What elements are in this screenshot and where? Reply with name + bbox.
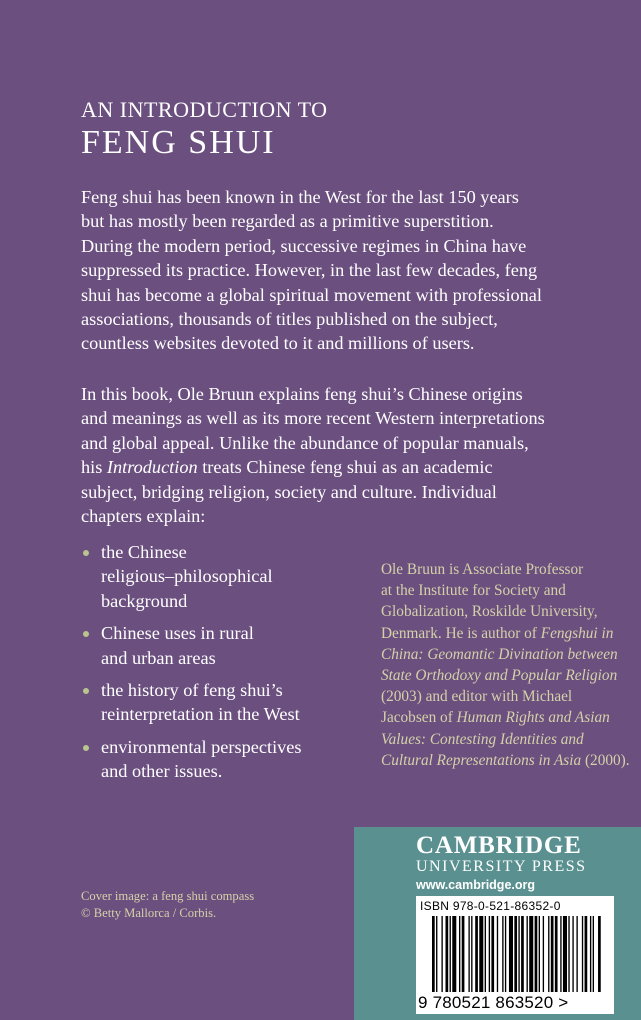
list-item xyxy=(81,735,331,784)
text-line: Ole Bruun is Associate Professor xyxy=(381,561,584,578)
publisher-subtitle: UNIVERSITY PRESS xyxy=(416,858,587,875)
list-item xyxy=(81,540,331,613)
text-run: treats Chinese feng shui as an academic xyxy=(197,457,493,478)
text-line: background xyxy=(101,590,188,611)
text-line: associations, thousands of titles published on the subject, xyxy=(81,309,498,330)
text-line xyxy=(381,644,631,665)
text-line xyxy=(81,455,601,479)
italic-title: China: Geomantic Divination between xyxy=(381,645,618,663)
publisher-url[interactable]: www.cambridge.org xyxy=(416,878,536,892)
cover-credit xyxy=(81,888,254,922)
text-line: and other issues. xyxy=(101,761,223,782)
text-line: Cover image: a feng shui compass xyxy=(81,889,255,903)
italic-title: Human Rights and Asian xyxy=(456,709,610,727)
text-line: the Chinese xyxy=(101,542,187,562)
text-line: chapters explain: xyxy=(81,506,206,527)
text-run: Jacobsen of xyxy=(381,709,457,727)
publisher-name: CAMBRIDGE xyxy=(416,832,582,859)
text-line: In this book, Ole Bruun explains feng shui’s Chinese origins xyxy=(81,384,523,404)
title-block xyxy=(81,97,328,163)
list-item xyxy=(81,678,331,727)
text-run: his xyxy=(81,457,107,478)
publisher-panel xyxy=(354,827,641,1020)
text-line xyxy=(381,665,631,686)
text-line xyxy=(381,707,631,728)
text-line: suppressed its practice. However, in the last few decades, feng xyxy=(81,260,538,281)
text-line: shui has become a global spiritual movement with professional xyxy=(81,284,542,305)
italic-title: Fengshui in xyxy=(540,624,614,642)
text-line: (2003) and editor with Michael xyxy=(381,688,573,706)
text-line: countless websites devoted to it and millions of users. xyxy=(81,333,475,354)
text-line: Globalization, Roskilde University, xyxy=(381,603,598,621)
description-paragraph-2 xyxy=(81,382,601,528)
title-prefix: AN INTRODUCTION TO xyxy=(81,97,328,122)
barcode-panel xyxy=(416,896,614,1014)
barcode-digits: 9 780521 863520 > xyxy=(418,993,569,1012)
text-line: Feng shui has been known in the West for the last 150 years xyxy=(81,187,519,207)
text-line: religious–philosophical xyxy=(101,566,273,587)
text-run: Denmark. He is author of xyxy=(381,624,541,642)
text-line: environmental perspectives xyxy=(101,736,302,757)
italic-title: Introduction xyxy=(106,457,198,478)
list-item xyxy=(81,621,331,670)
isbn-label: ISBN 978-0-521-86352-0 xyxy=(420,899,561,913)
bullet-dot-icon xyxy=(83,550,89,556)
text-run: (2000). xyxy=(581,751,630,769)
text-line xyxy=(381,750,631,771)
text-line: subject, bridging religion, society and culture. Individual xyxy=(81,481,497,502)
bullet-dot-icon xyxy=(83,631,89,637)
bullet-dot-icon xyxy=(83,688,89,694)
text-line xyxy=(381,729,631,750)
book-title: FENG SHUI xyxy=(81,124,276,161)
text-line: at the Institute for Society and xyxy=(381,582,566,600)
italic-title: Cultural Representations in Asia xyxy=(381,751,582,769)
italic-title: State Orthodoxy and Popular Religion xyxy=(381,667,618,685)
text-line: and urban areas xyxy=(101,647,216,668)
text-line: and meanings as well as its more recent Western interpretations xyxy=(81,408,545,429)
text-line: and global appeal. Unlike the abundance of popular manuals, xyxy=(81,432,529,453)
text-line: but has mostly been regarded as a primitive superstition. xyxy=(81,211,494,232)
bullet-dot-icon xyxy=(83,745,89,751)
author-bio xyxy=(381,559,631,771)
text-line: Chinese uses in rural xyxy=(101,623,254,644)
text-line: reinterpretation in the West xyxy=(101,704,300,725)
description-paragraph-1 xyxy=(81,185,601,356)
text-line: During the modern period, successive regimes in China have xyxy=(81,235,527,256)
italic-title: Values: Contesting Identities and xyxy=(381,730,584,748)
text-line: the history of feng shui’s xyxy=(101,680,283,701)
chapter-list xyxy=(81,540,331,792)
text-line: © Betty Mallorca / Corbis. xyxy=(81,906,217,920)
text-line xyxy=(381,623,631,644)
